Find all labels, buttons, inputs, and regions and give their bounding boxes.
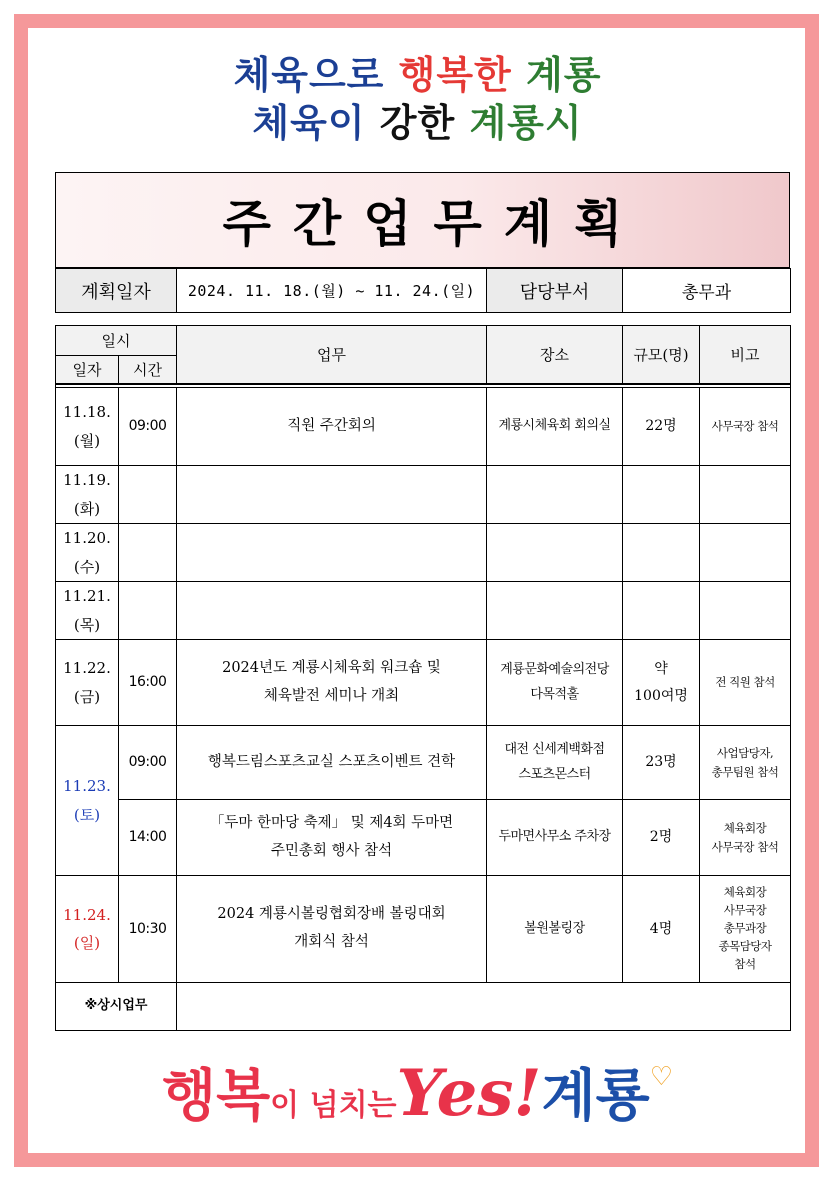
scale-cell: 2명: [623, 800, 700, 876]
date-cell: 11.23. (토): [56, 726, 119, 876]
task-cell: 행복드림스포츠교실 스포츠이벤트 견학: [177, 726, 487, 800]
table-row: [56, 640, 791, 726]
header-task: 업무: [177, 326, 487, 384]
table-row: [56, 726, 791, 800]
slogan-word: 체육으로: [233, 53, 385, 97]
time-cell: [119, 466, 177, 524]
misc-content: [177, 983, 791, 1031]
note-cell: [700, 582, 791, 640]
date-cell: 11.22. (금): [56, 640, 119, 726]
table-row: [56, 388, 791, 466]
bottom-slogan: [0, 1052, 835, 1132]
note-cell: 체육회장 사무국장 참석: [700, 800, 791, 876]
slogan-line-1: [0, 44, 835, 99]
slogan-word: 행복한: [398, 53, 512, 97]
dept-value: 총무과: [623, 269, 791, 313]
place-cell: [487, 466, 623, 524]
weekly-plan-table: [55, 325, 791, 1031]
time-cell: 10:30: [119, 876, 177, 983]
scale-cell: [623, 466, 700, 524]
period-value: 2024. 11. 18.(월) ~ 11. 24.(일): [177, 269, 487, 313]
slogan-word: Yes!: [396, 1056, 542, 1131]
time-cell: 16:00: [119, 640, 177, 726]
task-cell: 「두마 한마당 축제」 및 제4회 두마면 주민총회 행사 참석: [177, 800, 487, 876]
slogan-line-2: [0, 92, 835, 147]
date-cell: 11.20. (수): [56, 524, 119, 582]
dept-label: 담당부서: [487, 269, 623, 313]
time-cell: 09:00: [119, 726, 177, 800]
date-cell: 11.19. (화): [56, 466, 119, 524]
task-cell: [177, 524, 487, 582]
slogan-word: 계룡: [526, 53, 602, 97]
title-banner: [55, 172, 790, 268]
table-row: [56, 582, 791, 640]
time-cell: [119, 524, 177, 582]
header-note: 비고: [700, 326, 791, 384]
table-row: [56, 876, 791, 983]
place-cell: 두마면사무소 주차장: [487, 800, 623, 876]
heart-icon: ♡: [649, 1062, 674, 1092]
note-cell: [700, 524, 791, 582]
header-time: 시간: [119, 356, 177, 384]
slogan-word: 계룡시: [469, 101, 583, 145]
note-cell: 사무국장 참석: [700, 388, 791, 466]
time-cell: 14:00: [119, 800, 177, 876]
date-cell: 11.18. (월): [56, 388, 119, 466]
task-cell: 2024 계룡시볼링협회장배 볼링대회 개회식 참석: [177, 876, 487, 983]
table-row: [56, 524, 791, 582]
header-place: 장소: [487, 326, 623, 384]
time-cell: [119, 582, 177, 640]
place-cell: 계룡시체육회 회의실: [487, 388, 623, 466]
scale-cell: [623, 582, 700, 640]
task-cell: [177, 582, 487, 640]
place-cell: 대전 신세계백화점 스포츠몬스터: [487, 726, 623, 800]
date-cell: 11.24. (일): [56, 876, 119, 983]
note-cell: 전 직원 참석: [700, 640, 791, 726]
slogan-word: 행복: [161, 1064, 271, 1129]
task-cell: [177, 466, 487, 524]
table-row: [56, 983, 791, 1031]
scale-cell: 23명: [623, 726, 700, 800]
place-cell: [487, 524, 623, 582]
slogan-word: 계룡: [541, 1064, 650, 1129]
period-label: 계획일자: [56, 269, 177, 313]
note-cell: 체육회장 사무국장 총무과장 종목담당자 참석: [700, 876, 791, 983]
slogan-word: 강한: [379, 101, 456, 145]
scale-cell: 22명: [623, 388, 700, 466]
misc-label: ※상시업무: [56, 983, 177, 1031]
note-cell: 사업담당자, 총무팀원 참석: [700, 726, 791, 800]
slogan-word: 체육이: [252, 101, 366, 145]
note-cell: [700, 466, 791, 524]
header-scale: 규모(명): [623, 326, 700, 384]
place-cell: 볼원볼링장: [487, 876, 623, 983]
table-row: [56, 800, 791, 876]
place-cell: [487, 582, 623, 640]
task-cell: 2024년도 계룡시체육회 워크숍 및 체육발전 세미나 개최: [177, 640, 487, 726]
time-cell: 09:00: [119, 388, 177, 466]
scale-cell: 4명: [623, 876, 700, 983]
scale-cell: 약 100여명: [623, 640, 700, 726]
page-title: 주간업무계획: [222, 195, 645, 253]
task-cell: 직원 주간회의: [177, 388, 487, 466]
info-table: [55, 268, 791, 313]
scale-cell: [623, 524, 700, 582]
place-cell: 계룡문화예술의전당 다목적홀: [487, 640, 623, 726]
slogan-word: 이 넘치는: [270, 1088, 397, 1123]
table-row: [56, 466, 791, 524]
header-datetime: 일시: [56, 326, 177, 356]
header-date: 일자: [56, 356, 119, 384]
date-cell: 11.21. (목): [56, 582, 119, 640]
